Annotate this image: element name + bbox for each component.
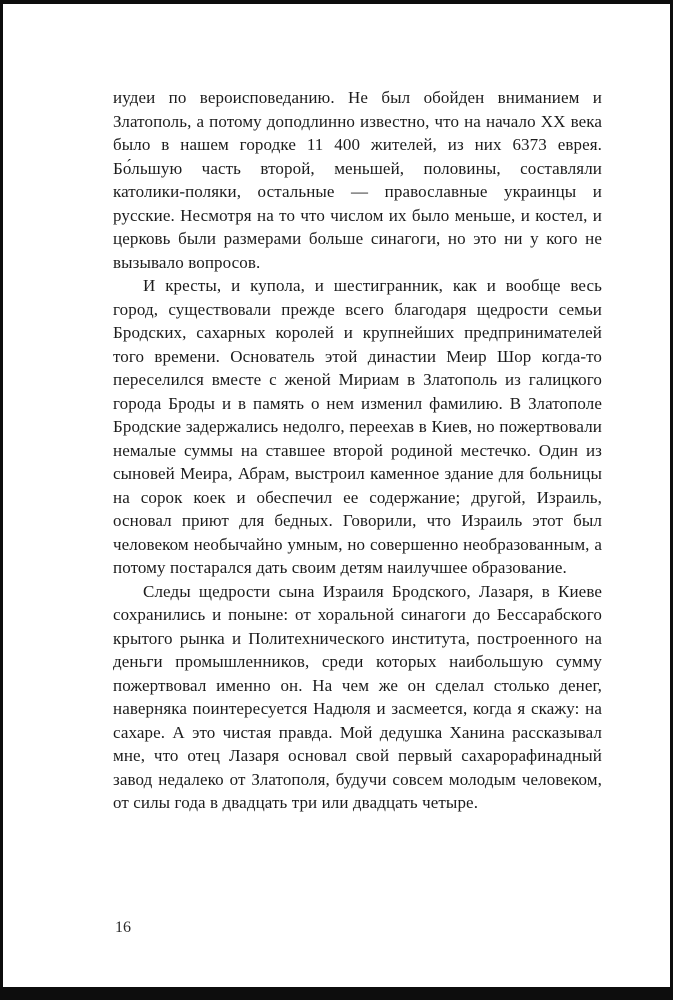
paragraph: Следы щедрости сына Израиля Бродского, Лазаря, в Киеве сохранились и поныне: от хоральной синагоги до Бессарабского крытого рынка и Политехнического института, построенного на деньги промышленников, среди которых наибольшую сумму пожертвовал именно он. На чем же он сделал столько денег, наверняка поинтересуется Надюля и засмеется, когда я скажу: на сахаре. А это чистая правда. Мой дедушка Ханина рассказывал мне, что отец Лазаря основал свой первый сахарорафинадный завод недалеко от Златополя, будучи совсем молодым человеком, от силы года в двадцать три или двадцать четыре. [113, 581, 602, 812]
page-number: 16 [115, 919, 131, 936]
text-block [113, 86, 602, 815]
paragraph: И кресты, и купола, и шестигранник, как и вообще весь город, существовали прежде всего благодаря щедрости семьи Бродских, сахарных королей и крупнейших предпринимателей того времени. Основатель этой династии Меир Шор когда-то переселился вместе с женой Мириам в Златополь из галицкого города Броды и в память о нем изменил фамилию. В Златополе Бродские задержались недолго, переехав в Киев, но пожертвовали немалые суммы на ставшее второй родиной местечко. Один из сыновей Меира, Абрам, выстроил каменное здание для больницы на сорок коек и обеспечил ее содержание; другой, Израиль, основал приют для бедных. Говорили, что Израиль этот был человеком необычайно умным, но совершенно необразованным, а потому постарался дать своим детям наилучшее образование. [113, 276, 602, 577]
paragraph: иудеи по вероисповеданию. Не был обойден вниманием и Златополь, а потому доподлинно известно, что на начало XX века было в нашем городке 11 400 жителей, из них 6373 еврея. Бо́льшую часть второй, меньшей, половины, составляли католики-поляки, остальные — православные украинцы и русские. Несмотря на то что числом их было меньше, и костел, и церковь были размерами больше синагоги, но это ни у кого не вызывало вопросов. [113, 88, 602, 272]
